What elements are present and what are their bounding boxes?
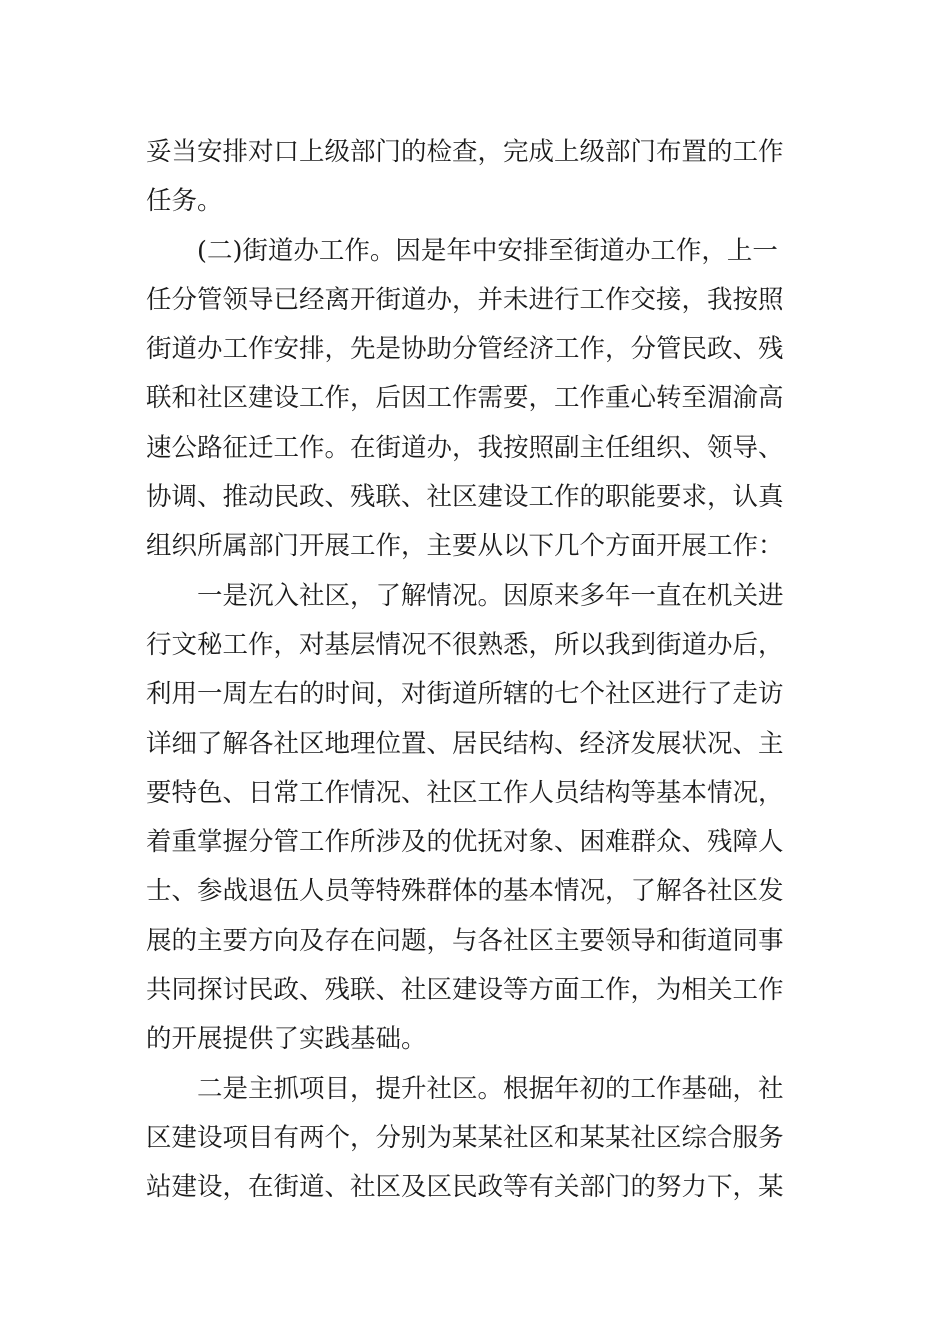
text-line: 共同探讨民政、残联、社区建设等方面工作，为相关工作 <box>146 975 784 1006</box>
text-line: 任务。 <box>146 186 223 217</box>
text-line: 利用一周左右的时间，对街道所辖的七个社区进行了走访 <box>146 679 784 710</box>
body-text <box>146 128 786 1213</box>
text-line: 行文秘工作，对基层情况不很熟悉，所以我到街道办后， <box>146 629 784 660</box>
text-line: 速公路征迁工作。在街道办，我按照副主任组织、领导、 <box>146 432 784 463</box>
text-line: 士、参战退伍人员等特殊群体的基本情况，了解各社区发 <box>146 876 784 907</box>
text-line: 组织所属部门开展工作，主要从以下几个方面开展工作： <box>146 531 784 562</box>
text-line: 详细了解各社区地理位置、居民结构、经济发展状况、主 <box>146 728 784 759</box>
text-line: 任分管领导已经离开街道办，并未进行工作交接，我按照 <box>146 284 784 315</box>
paragraph-start-line: (二)街道办工作。因是年中安排至街道办工作，上一 <box>197 235 778 266</box>
text-line: 着重掌握分管工作所涉及的优抚对象、困难群众、残障人 <box>146 827 784 858</box>
paragraph-start-line: 一是沉入社区，了解情况。因原来多年一直在机关进 <box>197 580 784 611</box>
text-line: 街道办工作安排，先是协助分管经济工作，分管民政、残 <box>146 334 784 365</box>
text-line: 联和社区建设工作，后因工作需要，工作重心转至湄渝高 <box>146 383 784 414</box>
text-line: 妥当安排对口上级部门的检查，完成上级部门布置的工作 <box>146 137 784 167</box>
text-line: 协调、推动民政、残联、社区建设工作的职能要求，认真 <box>146 482 784 513</box>
text-line: 的开展提供了实践基础。 <box>146 1024 427 1055</box>
text-line: 展的主要方向及存在问题，与各社区主要领导和街道同事 <box>146 925 784 956</box>
paragraph-start-line: 二是主抓项目，提升社区。根据年初的工作基础，社 <box>197 1073 784 1104</box>
text-line: 要特色、日常工作情况、社区工作人员结构等基本情况， <box>146 777 784 808</box>
text-line: 站建设，在街道、社区及区民政等有关部门的努力下，某 <box>146 1172 784 1203</box>
text-line: 区建设项目有两个，分别为某某社区和某某社区综合服务 <box>146 1122 784 1153</box>
